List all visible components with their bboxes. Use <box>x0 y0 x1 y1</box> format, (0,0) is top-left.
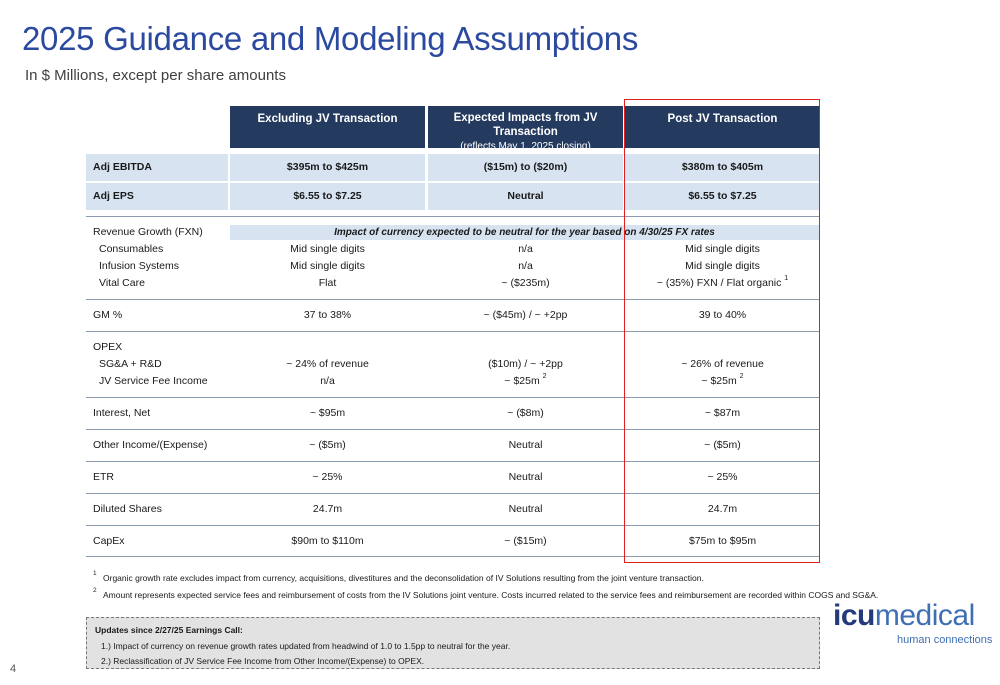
row-label-revenue-growth: Revenue Growth (FXN) <box>93 226 203 238</box>
footnote-ref: 1 <box>784 275 789 282</box>
cell-infusion-impact: n/a <box>518 260 533 272</box>
cell-sga-post: ~ 26% of revenue <box>681 358 764 370</box>
cell-jvfee-impact-text: ~ $25m <box>504 375 540 387</box>
cell-infusion-excluding: Mid single digits <box>290 260 365 272</box>
row-label-gm: GM % <box>93 309 123 321</box>
cell-vital-post-text: ~ (35%) FXN / Flat organic <box>656 277 782 289</box>
fx-note-banner: Impact of currency expected to be neutral for the year based on 4/30/25 FX rates <box>230 225 819 240</box>
row-label-adj-eps: Adj EPS <box>93 190 134 202</box>
row-label-infusion-systems: Infusion Systems <box>99 260 179 272</box>
logo-wordmark-rest: medical <box>874 599 975 632</box>
cell-shares-excluding: 24.7m <box>312 503 343 515</box>
row-label-opex: OPEX <box>93 341 123 353</box>
page-subtitle: In $ Millions, except per share amounts <box>25 67 286 84</box>
row-label-interest: Interest, Net <box>93 407 151 419</box>
header-excluding-jv <box>230 106 425 148</box>
update-item: 1.) Impact of currency on revenue growth rates updated from headwind of 1.0 to 1.5pp to neutral for the year. <box>101 641 511 651</box>
footnote-text: Amount represents expected service fees and reimbursement of costs from the IV Solutions joint venture. Costs incurred related to the service fees and reimbursement are recorded within COGS and SG&A. <box>103 590 879 600</box>
cell-shares-post: 24.7m <box>707 503 738 515</box>
row-label-consumables: Consumables <box>99 243 164 255</box>
cell-vital-impact: ~ ($235m) <box>501 277 550 289</box>
cell-jvfee-impact <box>428 373 623 390</box>
row-label-diluted-shares: Diluted Shares <box>93 503 162 515</box>
cell-interest-post: ~ $87m <box>704 407 741 419</box>
cell-shares-impact: Neutral <box>508 503 543 515</box>
footnote-text: Organic growth rate excludes impact from currency, acquisitions, divestitures and the deconsolidation of IV Solutions resulting from the joint venture transaction. <box>103 573 704 583</box>
cell-jvfee-post-text: ~ $25m <box>701 375 737 387</box>
cell-interest-excluding: ~ $95m <box>309 407 346 419</box>
cell-other-impact: Neutral <box>508 439 543 451</box>
cell-consumables-impact: n/a <box>518 243 533 255</box>
cell-consumables-post: Mid single digits <box>685 243 760 255</box>
cell-ebitda-post: $380m to $405m <box>681 161 764 173</box>
logo-wordmark-bold: icu <box>833 599 875 632</box>
page-number: 4 <box>10 663 17 675</box>
cell-gm-impact: ~ ($45m) / ~ +2pp <box>483 309 568 321</box>
cell-eps-excluding: $6.55 to $7.25 <box>293 190 362 202</box>
footnote-number: 1 <box>93 570 97 577</box>
footnote-ref: 2 <box>739 373 744 380</box>
header-expected-impacts-sublabel: (reflects May 1, 2025 closing) <box>460 141 591 152</box>
cell-etr-post: ~ 25% <box>707 471 738 483</box>
cell-vital-excluding: Flat <box>318 277 337 289</box>
cell-eps-impact: Neutral <box>507 190 544 202</box>
row-label-sga-rd: SG&A + R&D <box>99 358 162 370</box>
header-excluding-jv-label: Excluding JV Transaction <box>257 113 398 125</box>
cell-gm-excluding: 37 to 38% <box>303 309 352 321</box>
logo-wordmark <box>833 600 992 632</box>
row-label-adj-ebitda: Adj EBITDA <box>93 161 152 173</box>
footnote-2 <box>93 587 879 600</box>
cell-sga-impact: ($10m) / ~ +2pp <box>488 358 563 370</box>
post-jv-highlight-box <box>624 99 820 563</box>
header-expected-impacts-label: Expected Impacts from JV Transaction <box>453 112 598 138</box>
cell-capex-impact: ~ ($15m) <box>504 535 547 547</box>
cell-etr-excluding: ~ 25% <box>312 471 343 483</box>
update-item: 2.) Reclassification of JV Service Fee Income from Other Income/(Expense) to OPEX. <box>101 656 425 666</box>
cell-other-excluding: ~ ($5m) <box>309 439 346 451</box>
updates-box <box>86 617 820 669</box>
cell-gm-post: 39 to 40% <box>698 309 747 321</box>
header-expected-impacts <box>428 106 623 152</box>
updates-heading: Updates since 2/27/25 Earnings Call: <box>95 625 243 635</box>
cell-consumables-excluding: Mid single digits <box>290 243 365 255</box>
row-label-other-income: Other Income/(Expense) <box>93 439 208 451</box>
cell-capex-post: $75m to $95m <box>688 535 757 547</box>
page-title: 2025 Guidance and Modeling Assumptions <box>22 20 639 57</box>
cell-interest-impact: ~ ($8m) <box>507 407 544 419</box>
cell-eps-post: $6.55 to $7.25 <box>688 190 757 202</box>
header-post-jv-label: Post JV Transaction <box>667 113 778 125</box>
footnote-ref: 2 <box>542 373 547 380</box>
row-label-etr: ETR <box>93 471 114 483</box>
row-label-vital-care: Vital Care <box>99 277 145 289</box>
row-label-jv-service-fee: JV Service Fee Income <box>99 375 208 387</box>
cell-capex-excluding: $90m to $110m <box>291 535 364 547</box>
cell-ebitda-impact: ($15m) to ($20m) <box>483 161 568 173</box>
cell-etr-impact: Neutral <box>508 471 543 483</box>
cell-sga-excluding: ~ 24% of revenue <box>286 358 369 370</box>
cell-infusion-post: Mid single digits <box>685 260 760 272</box>
cell-ebitda-excluding: $395m to $425m <box>286 161 369 173</box>
icu-medical-logo <box>833 600 992 646</box>
footnote-1 <box>93 570 704 583</box>
footnote-number: 2 <box>93 587 97 594</box>
row-label-capex: CapEx <box>93 535 125 547</box>
cell-jvfee-excluding: n/a <box>320 375 335 387</box>
cell-other-post: ~ ($5m) <box>704 439 741 451</box>
logo-tagline: human connections <box>897 634 993 646</box>
